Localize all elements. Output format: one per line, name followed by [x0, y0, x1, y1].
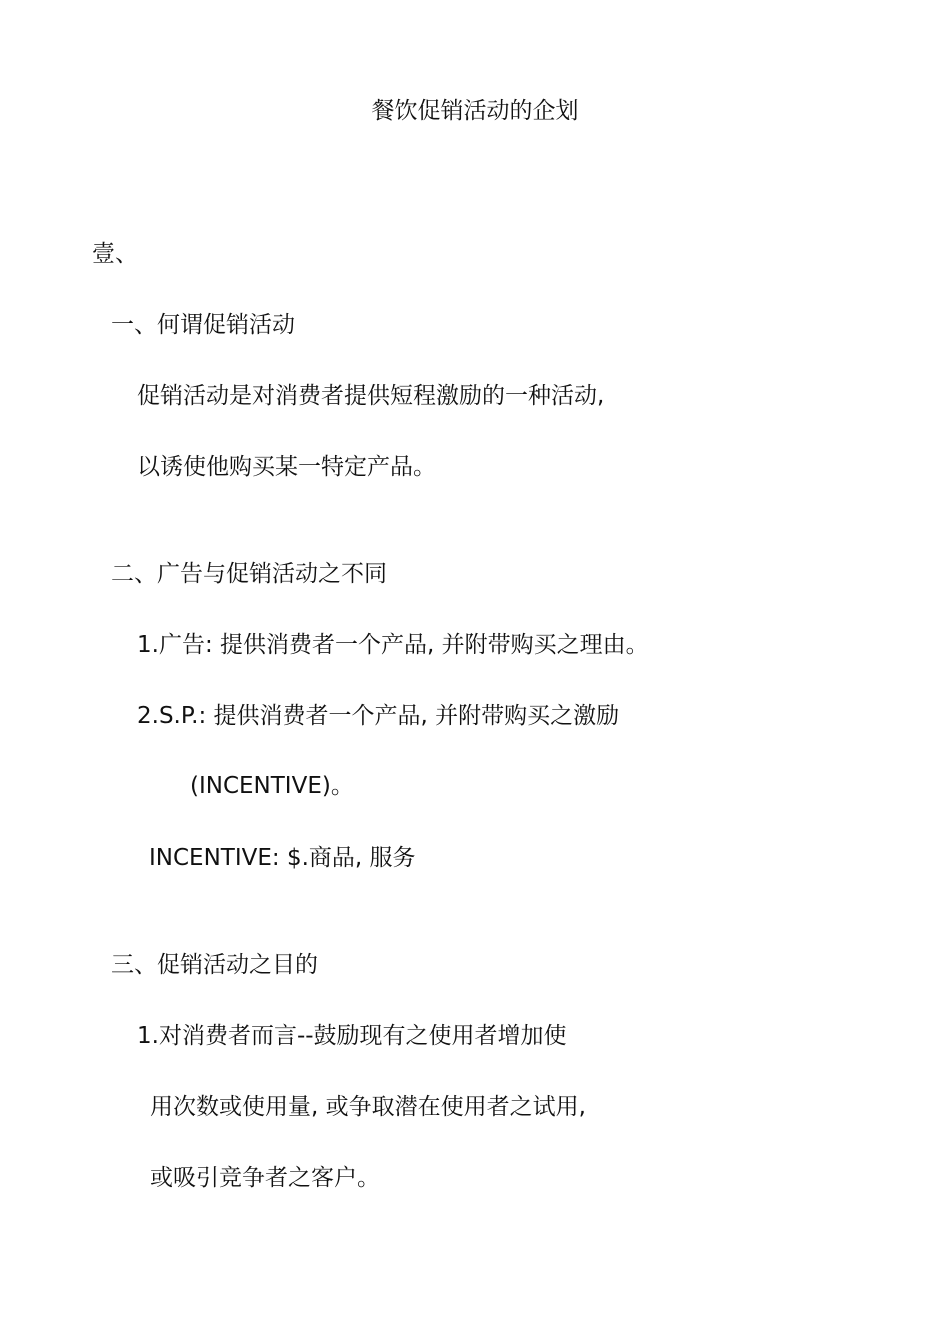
paragraph-line: 2.S.P.: 提供消费者一个产品, 并附带购买之激励 [137, 703, 620, 729]
section-heading-2: 二、广告与促销活动之不同 [111, 561, 387, 587]
section-heading-3: 三、促销活动之目的 [111, 952, 318, 978]
paragraph-line: 促销活动是对消费者提供短程激励的一种活动, [137, 383, 605, 409]
paragraph-line: 1.对消费者而言--鼓励现有之使用者增加使 [137, 1023, 567, 1049]
document-title: 餐饮促销活动的企划 [371, 98, 579, 124]
paragraph-line: 以诱使他购买某一特定产品。 [137, 454, 436, 480]
paragraph-line: 用次数或使用量, 或争取潜在使用者之试用, [150, 1094, 586, 1120]
paragraph-line: 1.广告: 提供消费者一个产品, 并附带购买之理由。 [137, 632, 649, 658]
paragraph-line: INCENTIVE: $.商品, 服务 [149, 845, 416, 871]
chapter-heading: 壹、 [92, 241, 138, 267]
paragraph-line: (INCENTIVE)。 [190, 773, 354, 799]
paragraph-line: 或吸引竞争者之客户。 [150, 1165, 380, 1191]
section-heading-1: 一、何谓促销活动 [111, 312, 295, 338]
